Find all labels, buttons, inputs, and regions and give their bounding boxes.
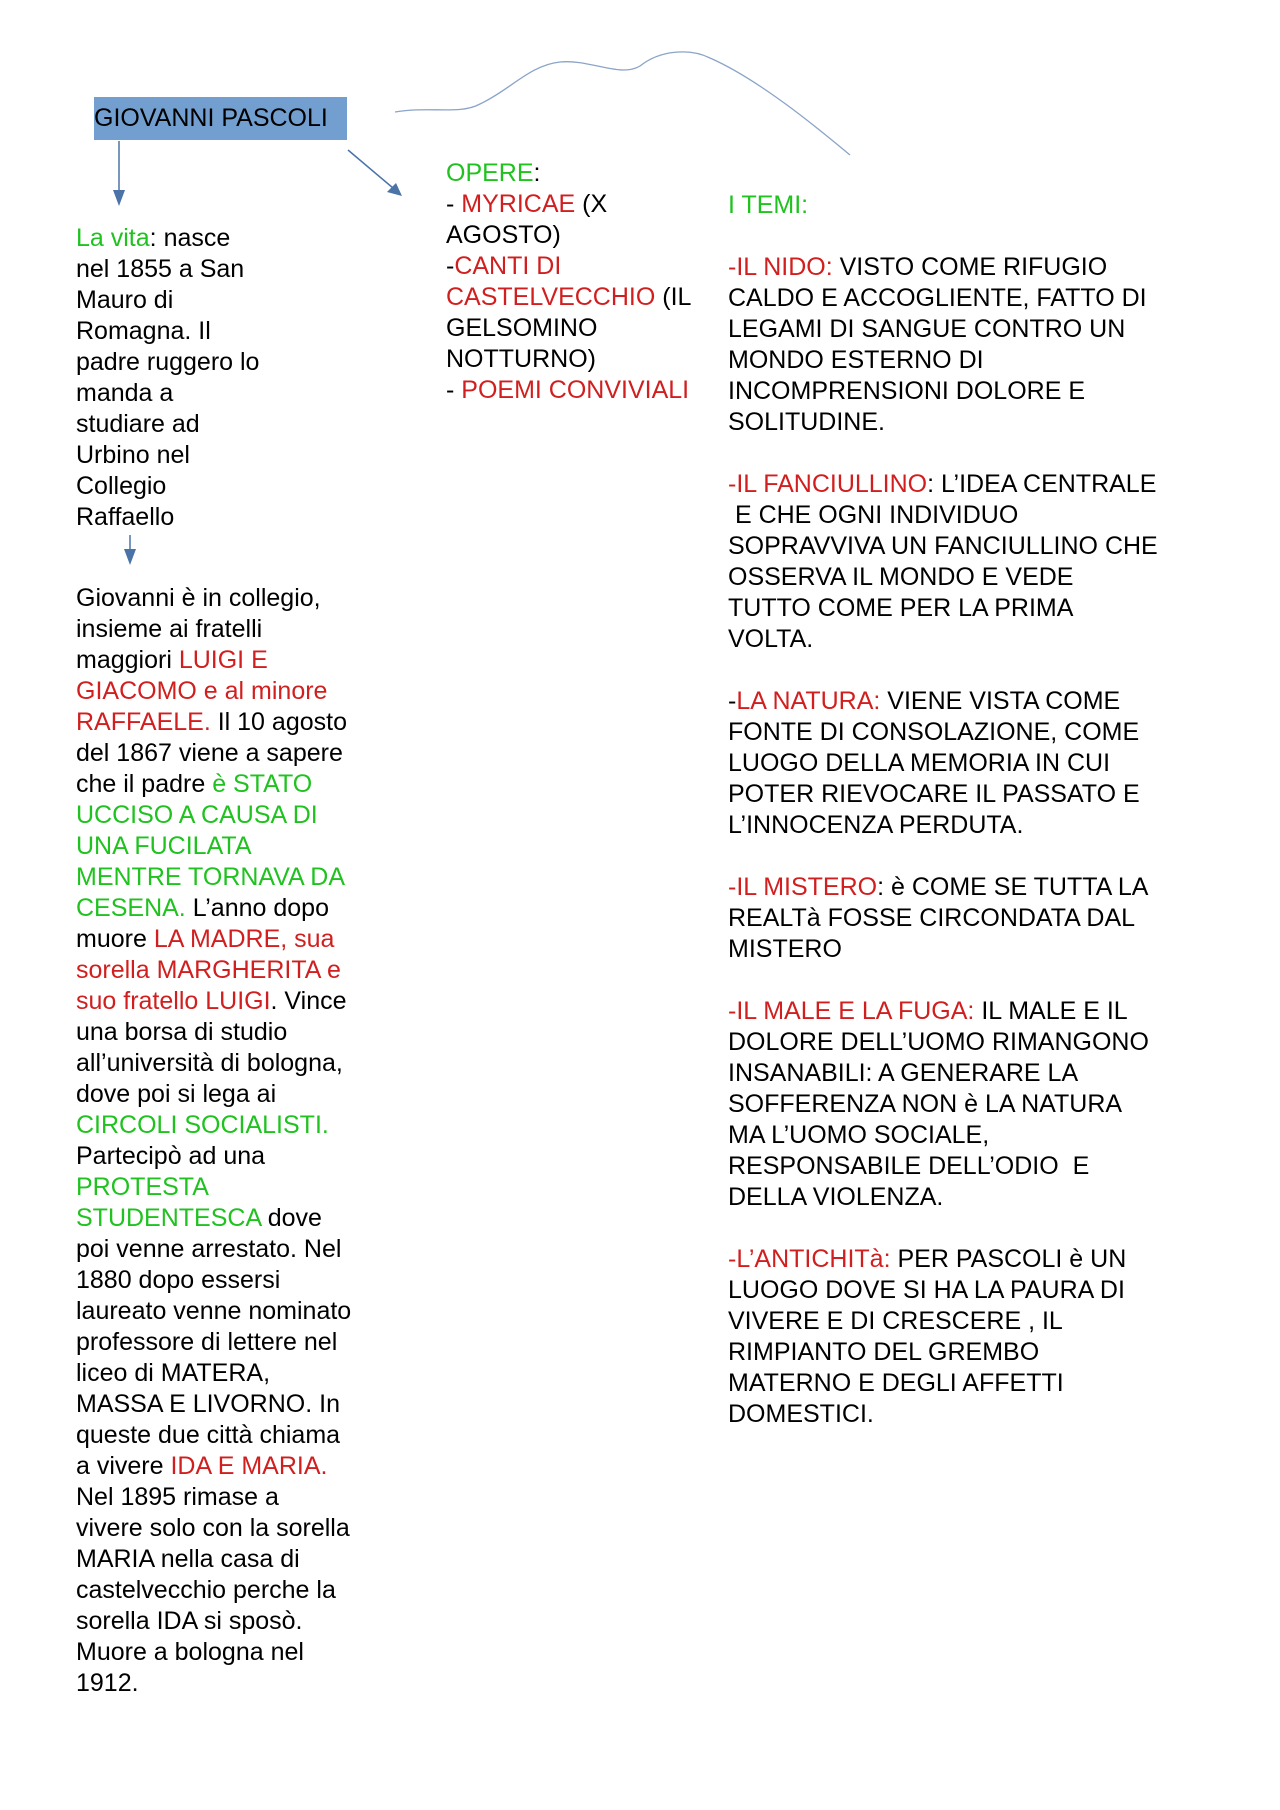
tema-nido-line: LEGAMI DI SANGUE CONTRO UN (728, 315, 1126, 343)
bio-text: che il padre (76, 770, 213, 798)
bio-text: L’anno dopo (185, 894, 329, 922)
bio-line: 1912. (76, 1669, 139, 1697)
bio-line: professore di lettere nel (76, 1328, 338, 1356)
bio-line (76, 924, 334, 955)
bio-text: muore (76, 925, 154, 953)
bio-text: a vivere (76, 1452, 171, 1480)
bio-line (76, 769, 312, 800)
bio-line: poi venne arrestato. Nel (76, 1235, 342, 1263)
tema-text: : L’IDEA CENTRALE (927, 470, 1157, 498)
bio-line (76, 1451, 327, 1482)
bio-line: laureato venne nominato (76, 1297, 352, 1325)
bio-text: . Vince (270, 987, 347, 1015)
tema-natura-line: FONTE DI CONSOLAZIONE, COME (728, 718, 1140, 746)
bio-line: vivere solo con la sorella (76, 1514, 350, 1542)
bio-line: insieme ai fratelli (76, 615, 263, 643)
opere-colon: : (533, 159, 541, 187)
tema-nido-line: INCOMPRENSIONI DOLORE E (728, 377, 1085, 405)
bio-highlight: RAFFAELE. (76, 708, 211, 736)
down-arrow-1 (113, 141, 125, 206)
bio-line: castelvecchio perche la (76, 1576, 336, 1604)
tema-fanciullino-line: SOPRAVVIVA UN FANCIULLINO CHE (728, 532, 1158, 560)
tema-text: VIENE VISTA COME (880, 687, 1121, 715)
bio-line: dove poi si lega ai (76, 1080, 277, 1108)
opere-dash: - (446, 252, 455, 280)
bio-line (76, 1203, 322, 1234)
tema-antichita-line: VIVERE E DI CRESCERE , IL (728, 1307, 1063, 1335)
tema-fanciullino-line: TUTTO COME PER LA PRIMA (728, 594, 1074, 622)
vita-line: studiare ad (76, 410, 200, 438)
tema-label: -IL MISTERO (728, 873, 878, 901)
vita-line: Urbino nel (76, 441, 190, 469)
bio-line: 1880 dopo essersi (76, 1266, 281, 1294)
bio-highlight: suo fratello LUIGI (76, 987, 271, 1015)
opere-title: MYRICAE (461, 190, 576, 218)
tema-antichita-line: LUOGO DOVE SI HA LA PAURA DI (728, 1276, 1125, 1304)
bio-line: UCCISO A CAUSA DI (76, 801, 318, 829)
tema-male-line: SOFFERENZA NON è LA NATURA (728, 1090, 1123, 1118)
tema-label: -IL FANCIULLINO (728, 470, 928, 498)
bio-line: Nel 1895 rimase a (76, 1483, 279, 1511)
vita-line: manda a (76, 379, 174, 407)
tema-fanciullino-line: VOLTA. (728, 625, 814, 653)
page-title: GIOVANNI PASCOLI (94, 104, 328, 132)
bio-line: liceo di MATERA, (76, 1359, 271, 1387)
tema-label: LA NATURA: (736, 687, 881, 715)
opere-line (446, 189, 607, 220)
vita-line: padre ruggero lo (76, 348, 260, 376)
tema-male-line: DELLA VIOLENZA. (728, 1183, 944, 1211)
opere-line (446, 251, 561, 282)
tema-label: -L’ANTICHITà: (728, 1245, 891, 1273)
tema-nido-line: MONDO ESTERNO DI (728, 346, 984, 374)
tema-male-line: RESPONSABILE DELL’ODIO E (728, 1152, 1090, 1180)
bio-line: una borsa di studio (76, 1018, 288, 1046)
tema-natura-line (728, 686, 1120, 717)
bio-highlight: LUIGI E (178, 646, 268, 674)
opere-heading (446, 158, 540, 189)
vita-line: Raffaello (76, 503, 175, 531)
bio-text: maggiori (76, 646, 179, 674)
wavy-line-doodle (395, 52, 850, 155)
tema-text: VISTO COME RIFUGIO (832, 253, 1108, 281)
tema-text: : è COME SE TUTTA LA (877, 873, 1149, 901)
tema-text: IL MALE E IL (974, 997, 1128, 1025)
bio-line: sorella IDA si sposò. (76, 1607, 303, 1635)
bio-line: all’università di bologna, (76, 1049, 343, 1077)
bio-line: Giovanni è in collegio, (76, 584, 321, 612)
opere-title: CASTELVECCHIO (446, 283, 656, 311)
tema-natura-line: L’INNOCENZA PERDUTA. (728, 811, 1024, 839)
opere-dash: - (446, 376, 462, 404)
tema-fanciullino-line (728, 469, 1156, 500)
tema-antichita-line: RIMPIANTO DEL GREMBO (728, 1338, 1040, 1366)
tema-antichita-line (728, 1244, 1126, 1275)
opere-line (446, 375, 689, 406)
opere-label: OPERE (446, 159, 534, 187)
bio-line: MARIA nella casa di (76, 1545, 300, 1573)
bio-highlight: STUDENTESCA (76, 1204, 261, 1232)
bio-text: Il 10 agosto (210, 708, 347, 736)
tema-natura-line: LUOGO DELLA MEMORIA IN CUI (728, 749, 1111, 777)
temi-heading: I TEMI: (728, 191, 809, 219)
bio-line: CIRCOLI SOCIALISTI. (76, 1111, 329, 1139)
tema-male-line (728, 996, 1128, 1027)
bio-line: PROTESTA (76, 1173, 209, 1201)
vita-line: Romagna. Il (76, 317, 211, 345)
tema-mistero-line: REALTà FOSSE CIRCONDATA DAL (728, 904, 1136, 932)
tema-natura-line: POTER RIEVOCARE IL PASSATO E (728, 780, 1140, 808)
tema-antichita-line: MATERNO E DEGLI AFFETTI (728, 1369, 1064, 1397)
tema-mistero-line: MISTERO (728, 935, 842, 963)
opere-line (446, 282, 691, 313)
vita-line: Mauro di (76, 286, 174, 314)
vita-line: Collegio (76, 472, 167, 500)
bio-highlight: è STATO (212, 770, 313, 798)
bio-line (76, 645, 268, 676)
bio-line (76, 893, 329, 924)
opere-line: AGOSTO) (446, 221, 561, 249)
opere-note: (IL (655, 283, 692, 311)
bio-line: UNA FUCILATA (76, 832, 252, 860)
opere-line: NOTTURNO) (446, 345, 596, 373)
tema-male-line: MA L’UOMO SOCIALE, (728, 1121, 990, 1149)
bio-line: Muore a bologna nel (76, 1638, 304, 1666)
vita-label: La vita (76, 224, 150, 252)
tema-nido-line (728, 252, 1107, 283)
vita-line (76, 223, 230, 254)
tema-label: -IL MALE E LA FUGA: (728, 997, 975, 1025)
tema-male-line: INSANABILI: A GENERARE LA (728, 1059, 1079, 1087)
opere-title: POEMI CONVIVIALI (461, 376, 690, 404)
bio-highlight: IDA E MARIA. (170, 1452, 328, 1480)
down-arrow-2 (124, 535, 136, 565)
opere-title: CANTI DI (454, 252, 562, 280)
tema-mistero-line (728, 872, 1148, 903)
bio-line: del 1867 viene a sapere (76, 739, 343, 767)
tema-text: PER PASCOLI è UN (890, 1245, 1127, 1273)
opere-dash: - (446, 190, 462, 218)
tema-label: -IL NIDO: (728, 253, 833, 281)
bio-line: GIACOMO e al minore (76, 677, 328, 705)
tema-fanciullino-line: E CHE OGNI INDIVIDUO (728, 501, 1019, 529)
bio-line (76, 707, 347, 738)
vita-text: : nasce (149, 224, 231, 252)
bio-line: MENTRE TORNAVA DA (76, 863, 346, 891)
bio-line: MASSA E LIVORNO. In (76, 1390, 340, 1418)
tema-dash: - (728, 687, 737, 715)
tema-nido-line: SOLITUDINE. (728, 408, 885, 436)
bio-highlight: CESENA. (76, 894, 186, 922)
tema-antichita-line: DOMESTICI. (728, 1400, 874, 1428)
opere-line: GELSOMINO (446, 314, 598, 342)
bio-highlight: LA MADRE, sua (153, 925, 335, 953)
bio-text: dove (260, 1204, 322, 1232)
bio-line (76, 986, 347, 1017)
tema-fanciullino-line: OSSERVA IL MONDO E VEDE (728, 563, 1074, 591)
diagonal-arrow (348, 150, 402, 196)
tema-male-line: DOLORE DELL’UOMO RIMANGONO (728, 1028, 1149, 1056)
bio-line: queste due città chiama (76, 1421, 341, 1449)
bio-line: Partecipò ad una (76, 1142, 266, 1170)
vita-line: nel 1855 a San (76, 255, 245, 283)
tema-nido-line: CALDO E ACCOGLIENTE, FATTO DI (728, 284, 1147, 312)
bio-line: sorella MARGHERITA e (76, 956, 341, 984)
opere-note: (X (575, 190, 608, 218)
